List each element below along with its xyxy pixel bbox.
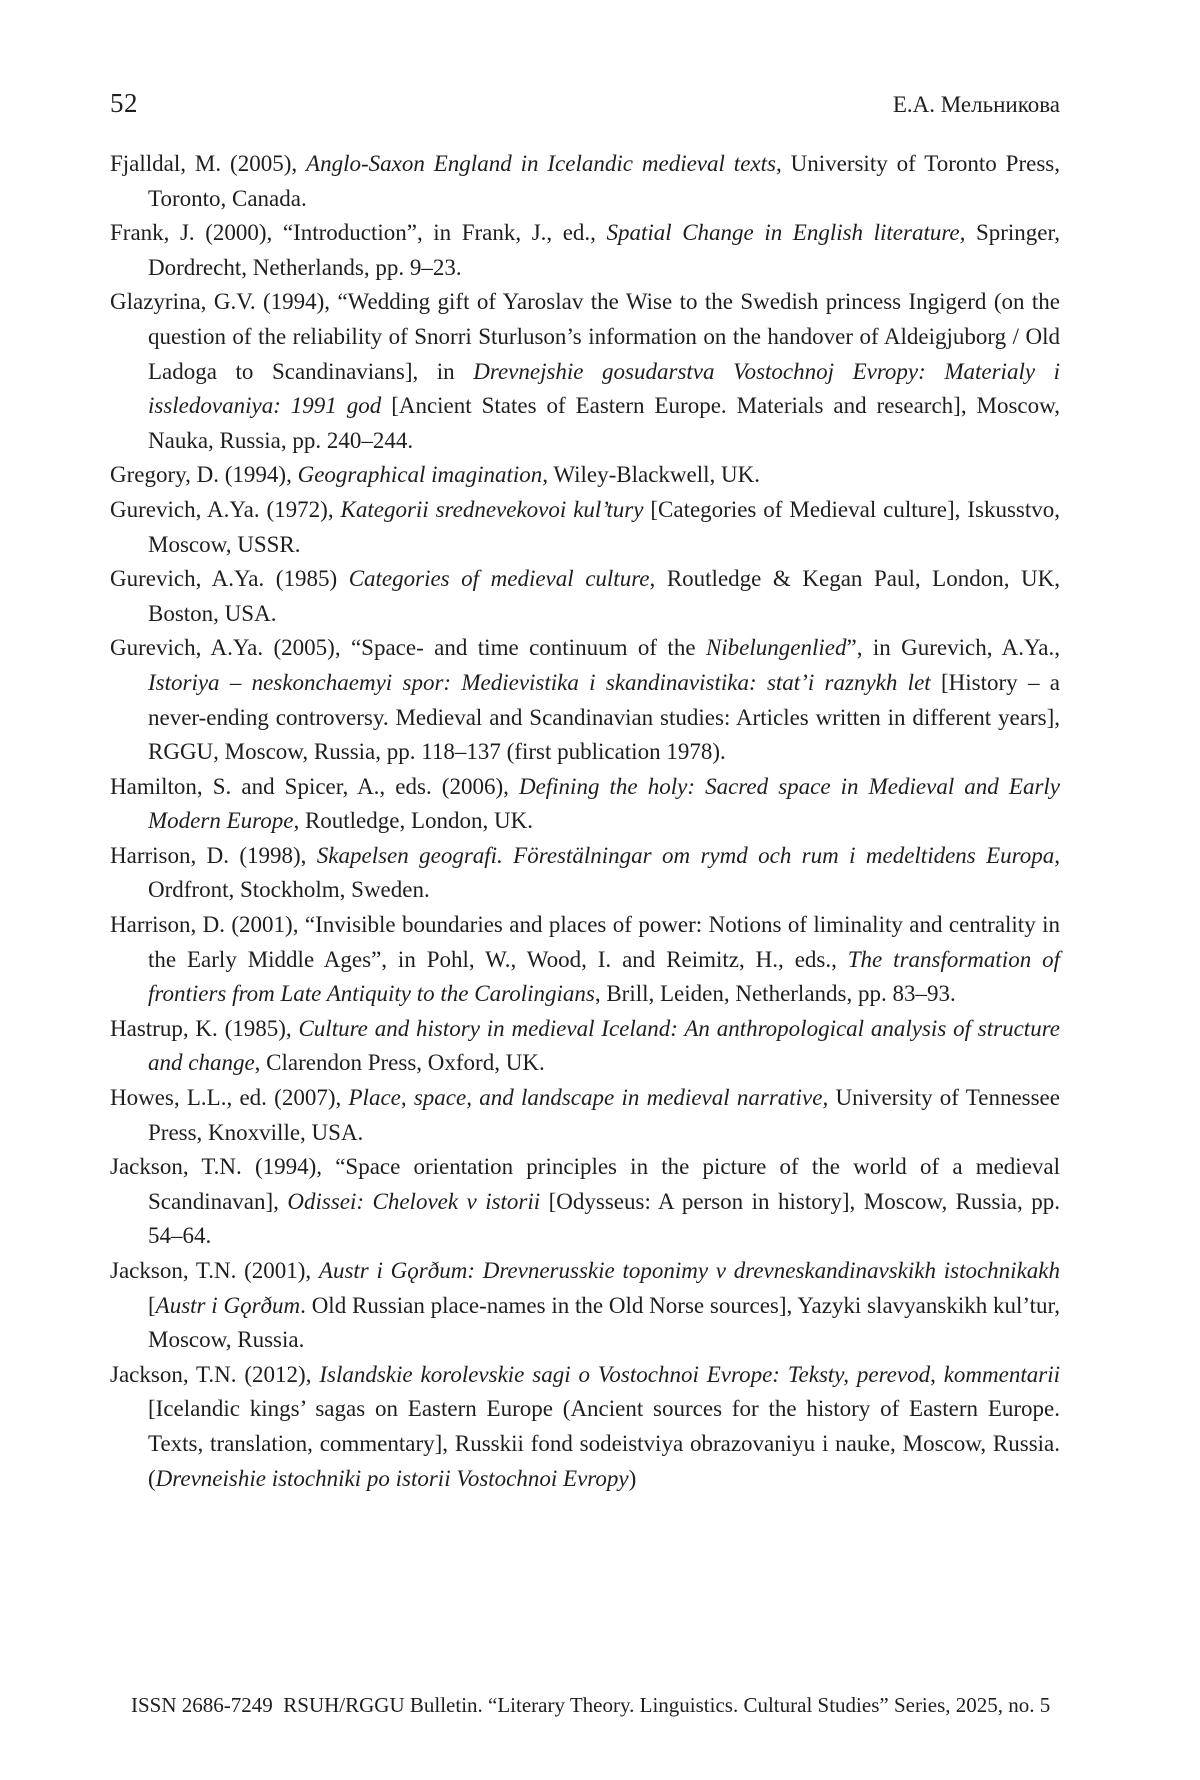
reference-text-segment: Frank, J. (2000), “Introduction”, in Frank, J., ed., xyxy=(110,220,607,246)
reference-text-segment: [Icelandic kings’ sagas on Eastern Europe (Ancient sources for the history of Eastern Europe. Texts, translation, commentary], Russkii fond sodeistviya obrazovaniyu i nauke, Moscow, Russia. ( xyxy=(148,1396,1060,1491)
reference-text-segment: [Categories of Medieval culture], Iskusstvo, Moscow, USSR. xyxy=(148,496,1060,557)
reference-text-segment: Skapelsen geografi. Förestälningar om rymd och rum i medeltidens Europa, xyxy=(316,842,1061,868)
page-header xyxy=(110,88,1060,119)
running-head-author: Е.А. Мельникова xyxy=(892,92,1060,117)
reference-entry xyxy=(110,458,1060,493)
reference-entry xyxy=(110,1254,1060,1358)
reference-text-segment: Jackson, T.N. (2001), xyxy=(110,1258,319,1283)
reference-entry xyxy=(110,1150,1060,1254)
reference-text-segment: , Routledge & Kegan Paul, London, UK, Boston, USA. xyxy=(148,566,1060,626)
reference-text-segment: The transformation of frontiers from Late Antiquity to the Carolingians xyxy=(148,946,1060,1007)
reference-text-segment: Jackson, T.N. (1994), “Space orientation principles in the picture of the world of a medieval Scandinavan], xyxy=(110,1154,1060,1214)
reference-entry xyxy=(110,562,1060,631)
reference-text-segment: Springer, Dordrecht, Netherlands, pp. 9–23. xyxy=(148,220,1060,280)
reference-text-segment: [History – a never-ending controversy. Medieval and Scandinavian studies: Articles written in different years], RGGU, Moscow, Russia, pp. 118–137 (first publication 1978). xyxy=(148,669,1060,765)
reference-text-segment: . Old Russian place-names in the Old Norse sources], Yazyki slavyanskikh kul’tur, Moscow, Russia. xyxy=(148,1292,1061,1353)
reference-text-segment: University of Tennessee Press, Knoxville, USA. xyxy=(148,1085,1060,1145)
reference-text-segment: Odissei: Chelovek v istorii xyxy=(287,1188,541,1214)
reference-entry xyxy=(110,493,1060,562)
reference-text-segment: Fjalldal, M. (2005), xyxy=(110,151,307,176)
reference-entry xyxy=(110,216,1060,285)
reference-entry xyxy=(110,285,1060,458)
reference-text-segment: Gregory, D. (1994), xyxy=(110,462,298,488)
reference-text-segment: ) xyxy=(628,1465,637,1491)
reference-entry xyxy=(110,147,1060,216)
reference-text-segment: Spatial Change in English literature, xyxy=(606,220,966,246)
reference-text-segment: Hamilton, S. and Spicer, A., eds. (2006), xyxy=(110,773,519,799)
reference-text-segment: Howes, L.L., ed. (2007), xyxy=(110,1085,349,1111)
page-number: 52 xyxy=(110,88,138,118)
reference-text-segment: Harrison, D. (2001), “Invisible boundaries and places of power: Notions of liminality and centrality in the Early Middle Ages”, in Pohl, W., Wood, I. and Reimitz, H., eds., xyxy=(110,912,1060,972)
reference-text-segment: , Routledge, London, UK. xyxy=(293,808,533,834)
reference-text-segment: Place, space, and landscape in medieval narrative, xyxy=(348,1085,829,1111)
reference-text-segment: Glazyrina, G.V. (1994), “Wedding gift of Yaroslav the Wise to the Swedish princess Ingigerd (on the question of the reliability of Snorri Sturluson’s information on the handover of Aldeigjuborg / Old Ladoga to Scandinavians], in xyxy=(110,289,1060,384)
reference-text-segment: Islandskie korolevskie sagi o Vostochnoi Evrope: Teksty, perevod, kommentarii xyxy=(319,1361,1060,1387)
reference-text-segment: , Brill, Leiden, Netherlands, pp. 83–93. xyxy=(594,981,956,1007)
page-footer xyxy=(110,1666,1070,1744)
reference-entry xyxy=(110,1358,1060,1496)
reference-entry xyxy=(110,1081,1060,1150)
reference-text-segment: Anglo-Saxon England in Icelandic medieval texts xyxy=(306,151,776,176)
reference-entry xyxy=(110,631,1060,769)
reference-text-segment: [ xyxy=(148,1292,156,1318)
reference-entry xyxy=(110,839,1060,908)
reference-text-segment: Gurevich, A.Ya. (1985) xyxy=(110,566,349,592)
reference-text-segment: [Ancient States of Eastern Europe. Materials and research], Moscow, Nauka, Russia, pp. 240–244. xyxy=(148,393,1060,453)
reference-text-segment: Hastrup, K. (1985), xyxy=(110,1015,299,1041)
reference-text-segment: Drevneishie istochniki po istorii Vostochnoi Evropy xyxy=(155,1465,629,1491)
reference-text-segment: Jackson, T.N. (2012), xyxy=(110,1361,320,1387)
reference-text-segment: Harrison, D. (1998), xyxy=(110,842,317,868)
reference-text-segment: Defining the holy: Sacred space in Medieval and Early Modern Europe xyxy=(148,773,1060,834)
reference-text-segment: Kategorii srednevekovoi kul’tury xyxy=(340,496,644,522)
footer-issn-line: ISSN 2686-7249 RSUH/RGGU Bulletin. “Literary Theory. Linguistics. Cultural Studies” Series, 2025, no. 5 xyxy=(131,1693,1051,1717)
reference-text-segment: Categories of medieval culture xyxy=(348,566,650,592)
reference-text-segment: Austr i Gǫrðum: Drevnerusskie toponimy v drevneskandinavskikh istochnikakh xyxy=(318,1258,1060,1283)
reference-text-segment: , Clarendon Press, Oxford, UK. xyxy=(254,1050,545,1076)
reference-text-segment: Culture and history in medieval Iceland: An anthropological analysis of structure and change xyxy=(148,1015,1061,1076)
reference-text-segment: Wiley-Blackwell, UK. xyxy=(548,462,761,488)
reference-text-segment: Austr i Gǫrðum xyxy=(155,1292,301,1318)
reference-entry xyxy=(110,1012,1060,1081)
reference-entry xyxy=(110,908,1060,1012)
reference-text-segment: Istoriya – neskonchaemyi spor: Medievistika i skandinavistika: stat’i raznykh let xyxy=(148,669,931,695)
reference-text-segment: ”, in Gurevich, A.Ya., xyxy=(846,635,1060,661)
reference-text-segment: Ordfront, Stockholm, Sweden. xyxy=(148,877,430,903)
references-list xyxy=(110,147,1060,1496)
reference-text-segment: Gurevich, A.Ya. (1972), xyxy=(110,496,341,522)
reference-text-segment: Nibelungenlied xyxy=(705,635,847,661)
reference-text-segment: , University of Toronto Press, Toronto, Canada. xyxy=(148,151,1060,211)
reference-text-segment: Drevnejshie gosudarstva Vostochnoj Evropy: Materialy i issledovaniya: 1991 god xyxy=(148,358,1060,419)
reference-text-segment: Gurevich, A.Ya. (2005), “Space- and time continuum of the xyxy=(110,635,706,661)
reference-text-segment: Geographical imagination, xyxy=(297,462,549,488)
reference-entry xyxy=(110,770,1060,839)
reference-text-segment: [Odysseus: A person in history], Moscow, Russia, pp. 54–64. xyxy=(148,1188,1060,1249)
